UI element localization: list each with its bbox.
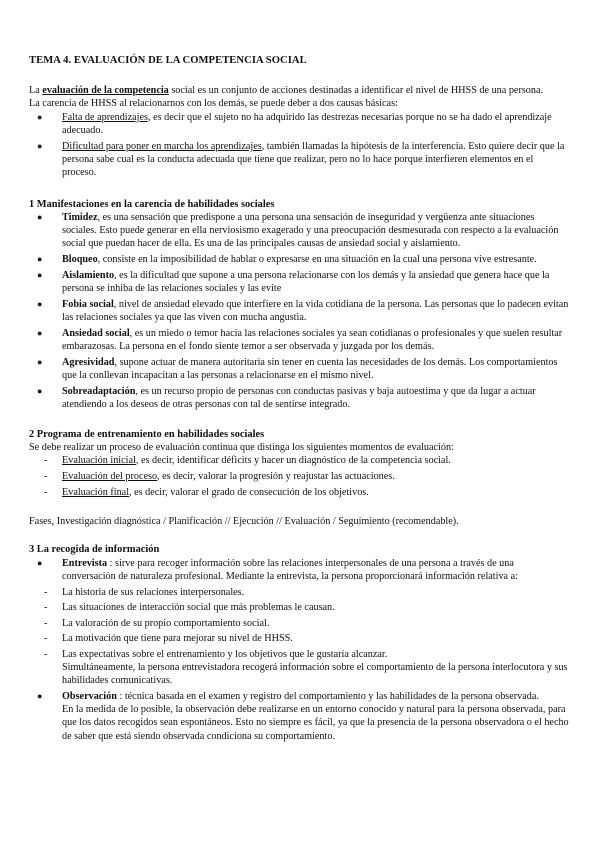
interview-info-item bbox=[29, 648, 569, 688]
manifestation-text: , es un miedo o temor hacia las relaciones sociales ya sean cotidianas o profesionales y que suelen resultar embarazosas. La persona en el fondo siente temor a ser observada y juzgada por los demás. bbox=[62, 328, 563, 353]
collection-methods-list-2 bbox=[29, 690, 569, 743]
evaluation-moments-list bbox=[29, 454, 569, 498]
bullet-icon: ● bbox=[37, 557, 43, 568]
moment-term: Evaluación del proceso bbox=[62, 471, 158, 483]
bullet-icon: ● bbox=[37, 140, 43, 151]
evaluation-moment bbox=[29, 470, 569, 483]
section2-intro: Se debe realizar un proceso de evaluación continua que distinga los siguientes momentos de evaluación: bbox=[29, 442, 454, 454]
manifestation-term: Bloqueo bbox=[62, 254, 98, 266]
bullet-icon: ● bbox=[37, 386, 43, 397]
intro-prefix: La bbox=[29, 85, 43, 97]
collection-methods-list bbox=[29, 557, 569, 583]
intro-causes-lead: La carencia de HHSS al relacionarnos con los demás, se puede deber a dos causas básicas: bbox=[29, 98, 398, 110]
causes-list bbox=[29, 111, 569, 180]
cause-term: Dificultad para poner en marcha los aprendizajes bbox=[62, 140, 262, 152]
section3-heading: 3 La recogida de información bbox=[29, 544, 160, 556]
dash-marker: - bbox=[44, 471, 48, 483]
section1-heading: 1 Manifestaciones en la carencia de habilidades sociales bbox=[29, 198, 275, 210]
manifestation-term: Fobia social bbox=[62, 299, 114, 311]
interview-info-item bbox=[29, 586, 569, 599]
manifestation-term: Sobreadaptación bbox=[62, 386, 136, 398]
bullet-icon: ● bbox=[37, 299, 43, 310]
manifestation-item bbox=[29, 385, 569, 411]
cause-term: Falta de aprendizajes, bbox=[62, 111, 151, 123]
info-text: Las expectativas sobre el entrenamiento y los objetivos que le gustaría alcanzar. bbox=[62, 648, 388, 660]
manifestation-text: , es la dificultad que supone a una persona relacionarse con los demás y la ansiedad que genera hace que la persona se inhiba de las relaciones sociales y las evite bbox=[62, 270, 550, 295]
manifestation-item bbox=[29, 253, 569, 266]
info-text: La historia de sus relaciones interpersonales. bbox=[62, 586, 245, 598]
evaluation-moment bbox=[29, 454, 569, 467]
cause-text: es decir que el sujeto no ha adquirido las destrezas necesarias porque no se ha dado el aprendizaje adecuado. bbox=[62, 111, 552, 136]
moment-term: Evaluación final bbox=[62, 486, 130, 498]
manifestation-term: Agresividad bbox=[62, 357, 115, 369]
dash-marker: - bbox=[44, 455, 48, 467]
bullet-icon: ● bbox=[37, 357, 43, 368]
method-entrevista bbox=[29, 557, 569, 583]
manifestation-text: , nivel de ansiedad elevado que interfiere en la vida cotidiana de la persona. Las personas que lo padecen evitan las relaciones sociales ya que las viven con mucha angustia. bbox=[62, 299, 569, 324]
bullet-icon: ● bbox=[37, 254, 43, 265]
cause-item bbox=[29, 140, 569, 180]
interview-info-item bbox=[29, 632, 569, 645]
bullet-icon: ● bbox=[37, 690, 43, 701]
manifestation-item bbox=[29, 298, 569, 324]
manifestation-item bbox=[29, 211, 569, 251]
intro-bold-term: evaluación de la competencia bbox=[42, 85, 169, 97]
method-text: : técnica basada en el examen y registro del comportamiento y las habilidades de la persona observada. bbox=[116, 690, 539, 702]
intro-rest: social es un conjunto de acciones destinadas a identificar el nivel de HHSS de una persona. bbox=[168, 85, 544, 97]
cause-text: , también llamadas la hipótesis de la interferencia. Esto quiere decir que la persona sabe cual es la conducta adecuada que tiene que realizar, pero no lo hace porque interfieren elementos en el proceso. bbox=[62, 140, 565, 179]
intro-paragraph bbox=[29, 84, 569, 97]
document-page bbox=[29, 54, 569, 745]
method-term: Entrevista bbox=[62, 557, 108, 569]
cause-item bbox=[29, 111, 569, 137]
info-text: La motivación que tiene para mejorar su nivel de HHSS. bbox=[62, 633, 293, 645]
dash-marker: - bbox=[44, 602, 48, 614]
manifestation-text: , supone actuar de manera autoritaria sin tener en cuenta las necesidades de los demás. Los comportamientos que la conllevan incapacitan a las personas a relacionarse en el mismo nivel. bbox=[62, 357, 558, 382]
manifestations-list bbox=[29, 211, 569, 411]
interview-info-list bbox=[29, 586, 569, 688]
manifestation-item bbox=[29, 356, 569, 382]
manifestation-text: , es una sensación que predispone a una persona una sensación de inseguridad y vergüenza ante situaciones sociales. Esto puede generar en ella nerviosismo exagerado y una preocupación desmesurada con respecto a la evaluación social que puedan hacer de ella. Es una de las principales causas de ansiedad social y aislamiento. bbox=[62, 212, 559, 250]
bullet-icon: ● bbox=[37, 212, 43, 223]
dash-marker: - bbox=[44, 648, 48, 660]
dash-marker: - bbox=[44, 633, 48, 645]
manifestation-text: , consiste en la imposibilidad de hablar o expresarse en una situación en la cual una persona vive estresante. bbox=[97, 254, 537, 266]
observation-extra: En la medida de lo posible, la observación debe realizarse en un entorno conocido y natural para la persona observada, para que los datos recogidos sean espontáneos. Esto no siempre es fácil, ya que la presencia de la persona observadora o el hecho de saber que está siendo observada condiciona su comportamiento. bbox=[62, 704, 569, 742]
manifestation-item bbox=[29, 269, 569, 295]
bullet-icon: ● bbox=[37, 328, 43, 339]
info-text: La valoración de su propio comportamiento social. bbox=[62, 617, 270, 629]
phases-line: Fases, Investigación diagnóstica / Planificación // Ejecución // Evaluación / Seguimiento (recomendable). bbox=[29, 516, 459, 528]
manifestation-item bbox=[29, 327, 569, 353]
evaluation-moment bbox=[29, 486, 569, 499]
moment-text: , es decir, valorar el grado de consecución de los objetivos. bbox=[129, 486, 369, 498]
moment-text: , es decir, identificar déficits y hacer un diagnóstico de la competencia social. bbox=[135, 455, 451, 467]
manifestation-term: Aislamiento bbox=[62, 270, 115, 282]
bullet-icon: ● bbox=[37, 111, 43, 122]
manifestation-term: Ansiedad social bbox=[62, 328, 130, 340]
info-text: Las situaciones de interacción social que más problemas le causan. bbox=[62, 602, 335, 614]
method-term: Observación bbox=[62, 690, 117, 702]
manifestation-term: Timidez bbox=[62, 212, 98, 224]
document-title: TEMA 4. EVALUACIÓN DE LA COMPETENCIA SOCIAL bbox=[29, 55, 307, 66]
dash-marker: - bbox=[44, 586, 48, 598]
dash-marker: - bbox=[44, 617, 48, 629]
method-observacion bbox=[29, 690, 569, 743]
manifestation-text: , es un recurso propio de personas con conductas pasivas y baja autoestima y que da lugar a actuar atendiendo a los deseos de otras personas con tal de sentirse integrado. bbox=[62, 386, 536, 411]
method-text: : sirve para recoger información sobre las relaciones interpersonales de una persona a través de una conversación de naturaleza profesional. Mediante la entrevista, la persona proporcionará información relativa a: bbox=[62, 557, 518, 582]
interview-info-item bbox=[29, 601, 569, 614]
moment-text: , es decir, valorar la progresión y reajustar las actuaciones. bbox=[157, 471, 395, 483]
interview-extra: Simultáneamente, la persona entrevistadora recogerá información sobre el comportamiento de la persona interlocutora y sus habilidades comunicativas. bbox=[62, 662, 568, 687]
bullet-icon: ● bbox=[37, 270, 43, 281]
dash-marker: - bbox=[44, 486, 48, 498]
section2-heading: 2 Programa de entrenamiento en habilidades sociales bbox=[29, 429, 265, 441]
interview-info-item bbox=[29, 617, 569, 630]
moment-term: Evaluación inicial bbox=[62, 455, 136, 467]
